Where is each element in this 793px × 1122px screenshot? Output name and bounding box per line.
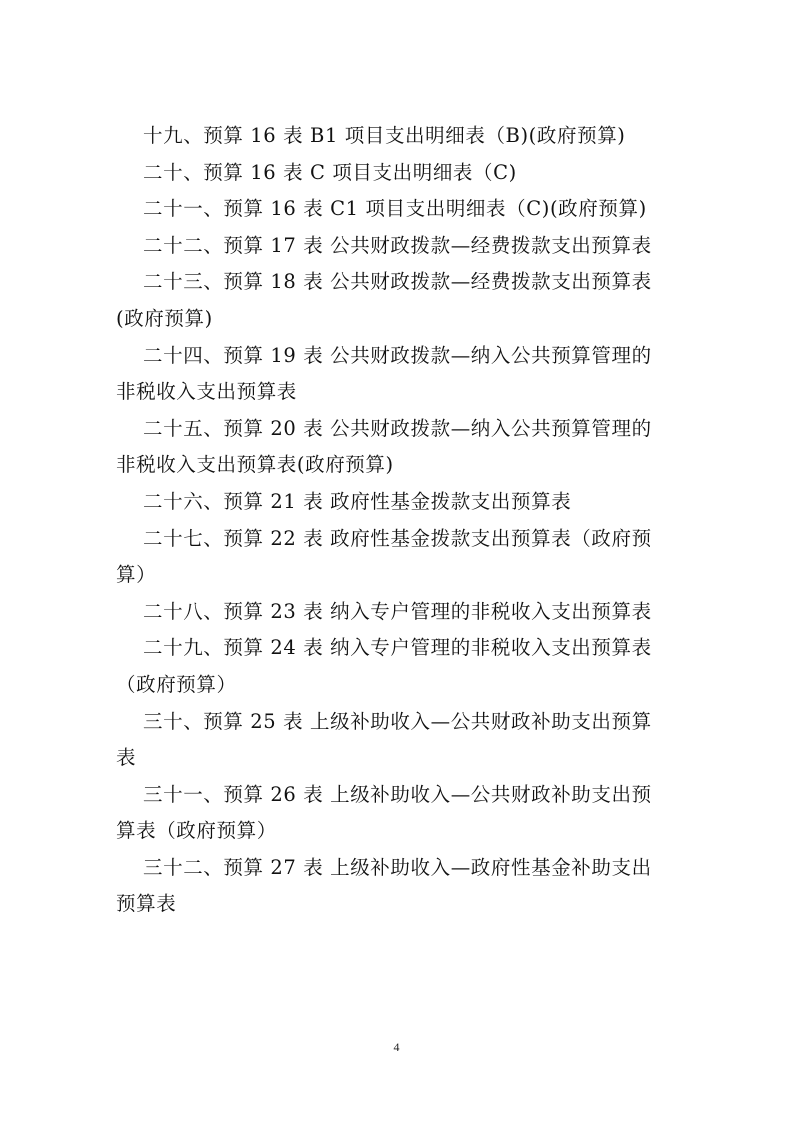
document-body bbox=[116, 118, 682, 923]
list-item bbox=[116, 411, 682, 484]
list-item-line: 二十一、预算 16 表 C1 项目支出明细表（C)(政府预算) bbox=[143, 197, 647, 221]
list-item-line: 二十五、预算 20 表 公共财政拨款—纳入公共预算管理的 bbox=[143, 416, 652, 440]
list-item bbox=[116, 155, 682, 192]
list-item bbox=[116, 630, 682, 703]
list-item-continuation: (政府预算) bbox=[116, 306, 213, 330]
list-item-continuation: （政府预算） bbox=[116, 672, 237, 696]
list-item bbox=[116, 777, 682, 850]
list-item bbox=[116, 521, 682, 594]
list-item-line: 二十九、预算 24 表 纳入专户管理的非税收入支出预算表 bbox=[143, 636, 652, 660]
list-item-continuation: 算） bbox=[116, 563, 157, 587]
list-item bbox=[116, 264, 682, 337]
list-item bbox=[116, 338, 682, 411]
list-item-continuation: 表 bbox=[116, 746, 137, 770]
list-item-continuation: 非税收入支出预算表 bbox=[116, 380, 297, 404]
list-item-continuation: 算表（政府预算） bbox=[116, 819, 277, 843]
list-item-line: 三十、预算 25 表 上级补助收入—公共财政补助支出预算 bbox=[143, 709, 652, 733]
list-item-line: 二十七、预算 22 表 政府性基金拨款支出预算表（政府预 bbox=[143, 526, 652, 550]
list-item-line: 二十四、预算 19 表 公共财政拨款—纳入公共预算管理的 bbox=[143, 343, 652, 367]
list-item bbox=[116, 850, 682, 923]
list-item bbox=[116, 484, 682, 521]
list-item-line: 二十二、预算 17 表 公共财政拨款—经费拨款支出预算表 bbox=[143, 233, 652, 257]
list-item-line: 二十、预算 16 表 C 项目支出明细表（C) bbox=[143, 160, 517, 184]
list-item bbox=[116, 191, 682, 228]
list-item bbox=[116, 704, 682, 777]
list-item-line: 十九、预算 16 表 B1 项目支出明细表（B)(政府预算) bbox=[143, 124, 626, 147]
list-item bbox=[116, 118, 682, 155]
list-item-continuation: 预算表 bbox=[116, 892, 177, 916]
list-item bbox=[116, 594, 682, 631]
list-item bbox=[116, 228, 682, 265]
list-item-line: 三十二、预算 27 表 上级补助收入—政府性基金补助支出 bbox=[143, 855, 652, 879]
page-number: 4 bbox=[393, 1040, 400, 1054]
list-item-line: 二十六、预算 21 表 政府性基金拨款支出预算表 bbox=[143, 489, 572, 513]
list-item-continuation: 非税收入支出预算表(政府预算) bbox=[116, 453, 394, 477]
list-item-line: 二十八、预算 23 表 纳入专户管理的非税收入支出预算表 bbox=[143, 599, 652, 623]
list-item-line: 三十一、预算 26 表 上级补助收入—公共财政补助支出预 bbox=[143, 782, 652, 806]
list-item-line: 二十三、预算 18 表 公共财政拨款—经费拨款支出预算表 bbox=[143, 270, 652, 294]
